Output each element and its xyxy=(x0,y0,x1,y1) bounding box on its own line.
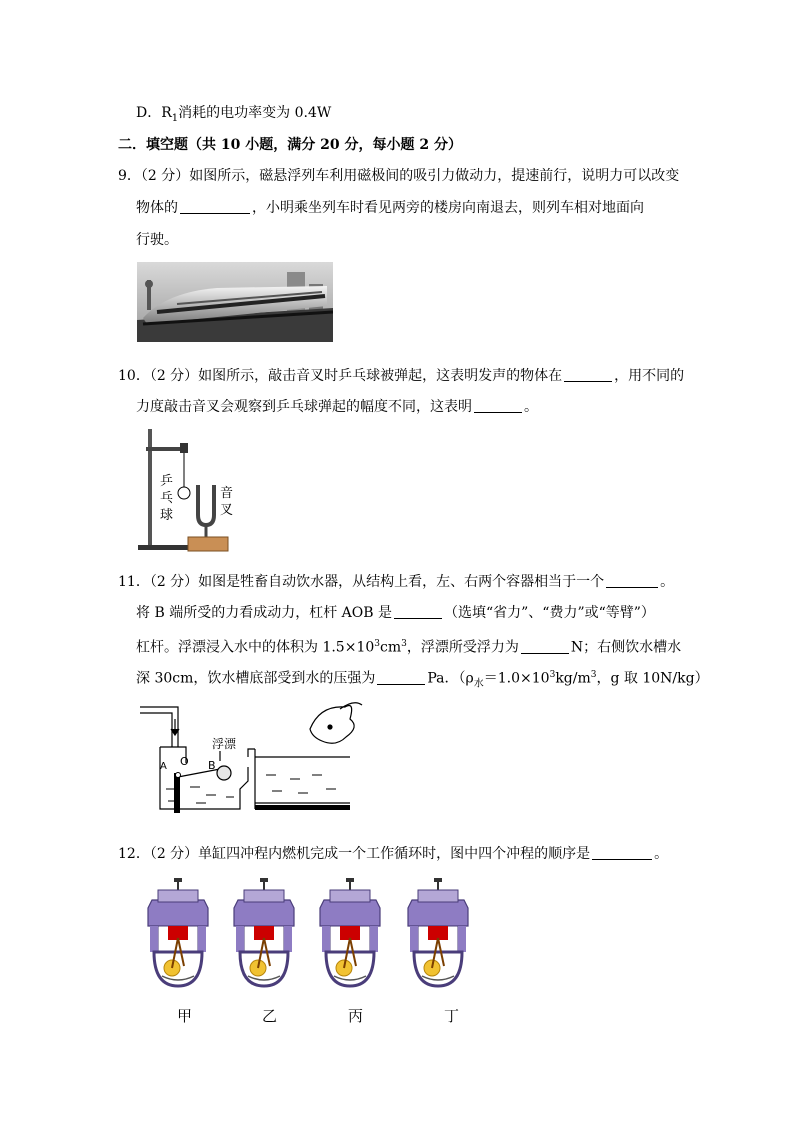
point-o-label: O xyxy=(180,755,189,768)
engine-strokes-diagram xyxy=(140,878,480,996)
engine-label-jia: 甲 xyxy=(177,1007,193,1025)
q10-line2: 力度敲击音叉会观察到乒乓球弹起的幅度不同，这表明 。 xyxy=(136,399,538,415)
q9-line2: 物体的 ，小明乘坐列车时看见两旁的楼房向南退去，则列车相对地面向 xyxy=(136,200,644,216)
section-title: 二．填空题（共 10 小题，满分 20 分，每小题 2 分） xyxy=(118,137,462,153)
engine-label-yi: 乙 xyxy=(262,1007,278,1025)
engine-label-bing: 丙 xyxy=(348,1007,364,1025)
answer-blank[interactable] xyxy=(474,398,522,413)
answer-blank[interactable] xyxy=(394,604,442,619)
answer-blank[interactable] xyxy=(521,639,569,654)
q9-line3: 行驶。 xyxy=(136,232,178,248)
q12-line1: 12．（2 分）单缸四冲程内燃机完成一个工作循环时，图中四个冲程的顺序是 。 xyxy=(118,846,669,862)
maglev-train-image xyxy=(137,262,333,342)
float-label: 浮漂 xyxy=(212,737,237,751)
q11-line4: 深 30cm，饮水槽底部受到水的压强为 Pa．（$\rho_水=1.0\times 10^3kg/m^3$，g 取 10N/kg） xyxy=(136,670,709,690)
answer-blank[interactable] xyxy=(606,573,658,588)
answer-blank[interactable] xyxy=(180,199,250,214)
point-a-label: A xyxy=(160,761,167,772)
water-feeder-diagram xyxy=(140,697,370,815)
q11-line2: 将 B 端所受的力看成动力，杠杆 AOB 是 （选填“省力”、“费力”或“等臂”） xyxy=(136,605,655,621)
ball-label: 乒 乓 球 xyxy=(160,474,174,523)
answer-blank[interactable] xyxy=(377,670,425,685)
point-b-label: B xyxy=(208,759,216,772)
q9-line1: 9．（2 分）如图所示，磁悬浮列车利用磁极间的吸引力做动力，提速前行，说明力可以改变 xyxy=(118,168,680,184)
q10-line1: 10．（2 分）如图所示，敲击音叉时乒乓球被弹起，这表明发声的物体在 ，用不同的 xyxy=(118,368,685,384)
fork-label: 音 叉 xyxy=(220,486,234,518)
q8-option-d: D．$R_1$消耗的电功率变为 0.4W xyxy=(136,105,332,124)
answer-blank[interactable] xyxy=(592,845,652,860)
engine-label-ding: 丁 xyxy=(444,1007,460,1025)
q11-line1: 11．（2 分）如图是牲畜自动饮水器，从结构上看，左、右两个容器相当于一个 。 xyxy=(118,574,675,590)
answer-blank[interactable] xyxy=(564,367,612,382)
tuning-fork-diagram xyxy=(136,427,232,555)
q11-line3: 杠杆。浮漂浸入水中的体积为 $1.5\times 10^3cm^3$，浮漂所受浮力为 N；右侧饮水槽水 xyxy=(136,639,682,656)
